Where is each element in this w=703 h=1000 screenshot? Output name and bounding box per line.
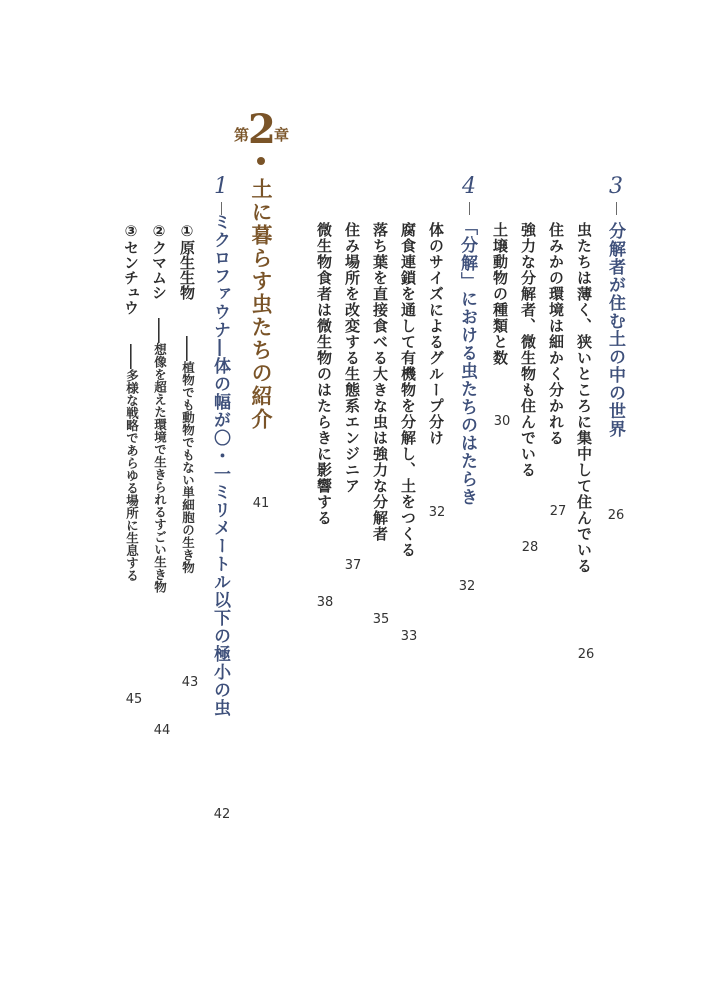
toc-subitem-desc[interactable]: ――植物でも動物でもない単細胞の生き物 xyxy=(180,336,196,574)
toc-subitem-label[interactable]: ②クマムシ xyxy=(150,222,168,300)
toc-subitem-label[interactable]: ③センチュウ xyxy=(122,222,140,315)
toc-item[interactable]: 強力な分解者、微生物も住んでいる xyxy=(519,222,537,478)
page-number: 41 xyxy=(252,496,270,511)
page-number: 26 xyxy=(577,647,595,662)
page-number: 42 xyxy=(213,807,231,822)
toc-item[interactable]: 虫たちは薄く、狭いところに集中して住んでいる xyxy=(575,222,593,574)
page-number: 44 xyxy=(153,723,171,738)
toc-item[interactable]: 体のサイズによるグループ分け xyxy=(427,222,445,446)
toc-item[interactable]: 微生物食者は微生物のはたらきに影響する xyxy=(315,222,333,526)
chapter-prefix: 第 xyxy=(234,126,250,144)
chapter-number: 2 xyxy=(248,106,276,153)
toc-subitem-desc[interactable]: ――想像を超えた環境で生きられるすごい生き物 xyxy=(152,318,168,593)
page-number: 45 xyxy=(125,692,143,707)
page-number: 30 xyxy=(493,414,511,429)
chapter-suffix: 章 xyxy=(274,126,290,144)
section-title[interactable]: 分解者が住む土の中の世界 xyxy=(605,222,625,438)
toc-item[interactable]: 落ち葉を直接食べる大きな虫は強力な分解者 xyxy=(371,222,389,542)
section-number: 3 xyxy=(609,174,623,199)
toc-item[interactable]: 腐食連鎖を通して有機物を分解し、土をつくる xyxy=(399,222,417,558)
section-title[interactable]: ミクロファウナ―体の幅が〇・一ミリメートル以下の極小の虫 xyxy=(210,213,230,717)
page-number: 37 xyxy=(344,558,362,573)
section-title[interactable]: 「分解」における虫たちのはたらき xyxy=(457,218,477,506)
page-number: 38 xyxy=(316,595,334,610)
page-number: 26 xyxy=(607,508,625,523)
toc-item[interactable]: 土壌動物の種類と数 xyxy=(491,222,509,366)
page-number: 32 xyxy=(458,579,476,594)
toc-item[interactable]: 住みかの環境は細かく分かれる xyxy=(547,222,565,446)
chapter-title[interactable]: 土に暮らす虫たちの紹介 xyxy=(249,178,273,431)
toc-subitem-label[interactable]: ①原生生物 xyxy=(178,222,196,300)
page-number: 27 xyxy=(549,504,567,519)
page-number: 43 xyxy=(181,675,199,690)
section-number: 4 xyxy=(462,174,476,199)
toc-item[interactable]: 住み場所を改変する生態系エンジニア xyxy=(343,222,361,494)
page-number: 33 xyxy=(400,629,418,644)
section-rule xyxy=(469,202,470,215)
section-rule xyxy=(616,202,617,215)
page-number: 28 xyxy=(521,540,539,555)
section-number: 1 xyxy=(214,174,228,199)
chapter-bullet xyxy=(257,157,265,165)
page-number: 35 xyxy=(372,612,390,627)
toc-subitem-desc[interactable]: ――多様な戦略であらゆる場所に生息する xyxy=(124,344,140,582)
page-number: 32 xyxy=(428,505,446,520)
